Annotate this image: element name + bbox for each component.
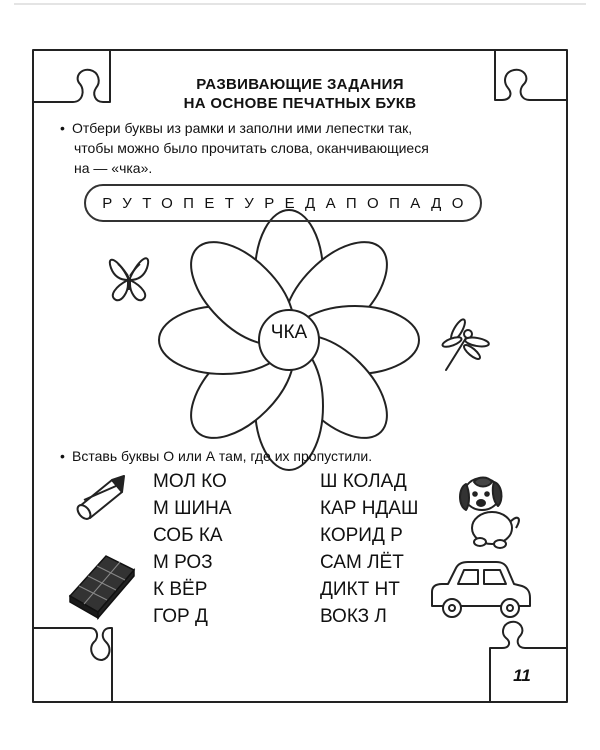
word-item: САМ ЛЁТ [320,552,404,573]
car-icon [432,562,530,617]
task2-instruction [60,446,530,466]
word-item: КАР НДАШ [320,498,419,519]
word-item: КОРИД Р [320,525,403,546]
puzzle-piece-bottom-right [490,622,567,702]
letter-frame: РУТОПЕТУРЕДАПОПАДО [84,184,482,222]
task1-line-2: чтобы можно было прочитать слова, оканчивающиеся [74,140,429,156]
page-title-line-1: РАЗВИВАЮЩИЕ ЗАДАНИЯ [196,76,404,93]
word-item: К ВЁР [153,579,208,600]
word-item: МОЛ КО [153,471,227,492]
task1-line-3: на — «чка». [74,160,153,176]
word-item: ДИКТ НТ [320,579,400,600]
page-title-line-2: НА ОСНОВЕ ПЕЧАТНЫХ БУКВ [183,95,417,112]
word-item: М РОЗ [153,552,213,573]
butterfly-icon [110,258,148,300]
page-number: 11 [513,666,531,685]
flower-center-label: ЧКА [270,322,308,343]
word-item: ГОР Д [153,606,208,627]
task2-instruction-text: Вставь буквы О или А там, где их пропустили. [72,448,373,464]
pencil-icon [75,476,124,521]
word-column-2 [320,468,418,630]
puzzle-piece-bottom-left [33,628,112,702]
task1-line-1: Отбери буквы из рамки и заполни ими лепестки так, [72,120,413,136]
task1-instruction [60,118,530,178]
chocolate-bar-icon [70,556,134,618]
word-item: СОБ КА [153,525,223,546]
word-item: М ШИНА [153,498,232,519]
bullet: • [60,120,65,136]
word-column-1 [153,468,232,630]
bullet: • [60,448,65,464]
puppy-icon [460,478,519,549]
word-item: Ш КОЛАД [320,471,407,492]
dragonfly-icon [441,318,489,370]
word-item: ВОКЗ Л [320,606,387,627]
